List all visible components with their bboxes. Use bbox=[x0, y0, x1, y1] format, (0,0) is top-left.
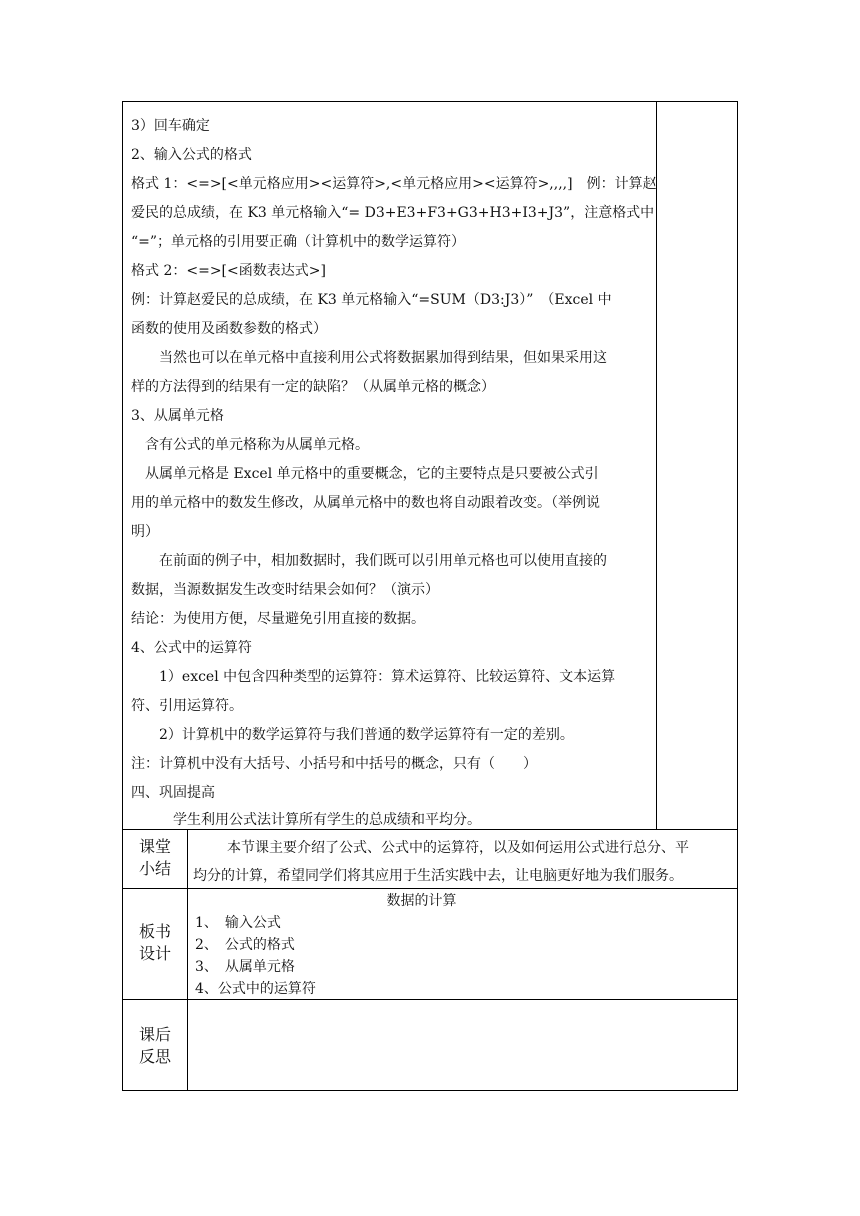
text-line: 格式 1：<=>[<单元格应用><运算符>,<单元格应用><运算符>,,,,] 例：计算赵 bbox=[131, 176, 657, 192]
text-line: 爱民的总成绩，在 K3 单元格输入“= D3+E3+F3+G3+H3+I3+J3”，注意格式中 bbox=[131, 205, 655, 221]
text-line: 函数的使用及函数参数的格式） bbox=[131, 321, 327, 337]
board-item: 4、公式中的运算符 bbox=[195, 981, 316, 997]
reflection-label: 课后 反思 bbox=[138, 1025, 171, 1066]
text-line: 用的单元格中的数发生修改，从属单元格中的数也将自动跟着改变。（举例说 bbox=[131, 495, 600, 511]
heading-formula-format: 2、输入公式的格式 bbox=[131, 147, 252, 163]
text-line: 注：计算机中没有大括号、小括号和中括号的概念，只有（ ） bbox=[131, 756, 537, 772]
board-item: 1、 输入公式 bbox=[195, 915, 281, 931]
text-line: 从属单元格是 Excel 单元格中的重要概念，它的主要特点是只要被公式引 bbox=[145, 466, 599, 482]
summary-text-line: 本节课主要介绍了公式、公式中的运算符，以及如何运用公式进行总分、平 bbox=[227, 840, 689, 856]
text-line: 含有公式的单元格称为从属单元格。 bbox=[145, 437, 369, 453]
row-divider-reflection bbox=[123, 999, 737, 1000]
text-line: 格式 2：<=>[<函数表达式>] bbox=[131, 263, 326, 279]
board-title: 数据的计算 bbox=[386, 893, 457, 909]
text-line: 3）回车确定 bbox=[131, 118, 210, 134]
label-column-divider bbox=[187, 829, 188, 1091]
text-line: 学生利用公式法计算所有学生的总成绩和平均分。 bbox=[173, 812, 481, 828]
summary-text-line: 均分的计算，希望同学们将其应用于生活实践中去，让电脑更好地为我们服务。 bbox=[193, 868, 683, 884]
text-line: “=”；单元格的引用要正确（计算机中的数学运算符） bbox=[131, 234, 466, 250]
board-label: 板书 设计 bbox=[138, 922, 171, 963]
heading-dependent-cell: 3、从属单元格 bbox=[131, 408, 224, 424]
board-item: 3、 从属单元格 bbox=[195, 959, 295, 975]
text-line: 样的方法得到的结果有一定的缺陷？（从属单元格的概念） bbox=[131, 379, 495, 395]
notes-column-divider bbox=[656, 102, 657, 829]
heading-consolidation: 四、巩固提高 bbox=[131, 785, 215, 801]
text-line: 在前面的例子中，相加数据时，我们既可以引用单元格也可以使用直接的 bbox=[159, 553, 607, 569]
text-line: 结论：为使用方便，尽量避免引用直接的数据。 bbox=[131, 611, 425, 627]
lesson-plan-table bbox=[122, 101, 738, 1091]
text-line: 符、引用运算符。 bbox=[131, 698, 243, 714]
summary-label: 课堂 小结 bbox=[138, 837, 171, 878]
heading-operators: 4、公式中的运算符 bbox=[131, 640, 252, 656]
text-line: 当然也可以在单元格中直接利用公式将数据累加得到结果，但如果采用这 bbox=[159, 350, 607, 366]
text-line: 1）excel 中包含四种类型的运算符：算术运算符、比较运算符、文本运算 bbox=[159, 669, 616, 685]
text-line: 数据，当源数据发生改变时结果会如何？（演示） bbox=[131, 582, 439, 598]
row-divider-board bbox=[123, 888, 737, 889]
text-line: 2）计算机中的数学运算符与我们普通的数学运算符有一定的差别。 bbox=[159, 727, 574, 743]
board-item: 2、 公式的格式 bbox=[195, 937, 295, 953]
text-line: 明） bbox=[131, 524, 159, 540]
text-line: 例：计算赵爱民的总成绩，在 K3 单元格输入“=SUM（D3:J3）” （Excel 中 bbox=[131, 292, 612, 308]
